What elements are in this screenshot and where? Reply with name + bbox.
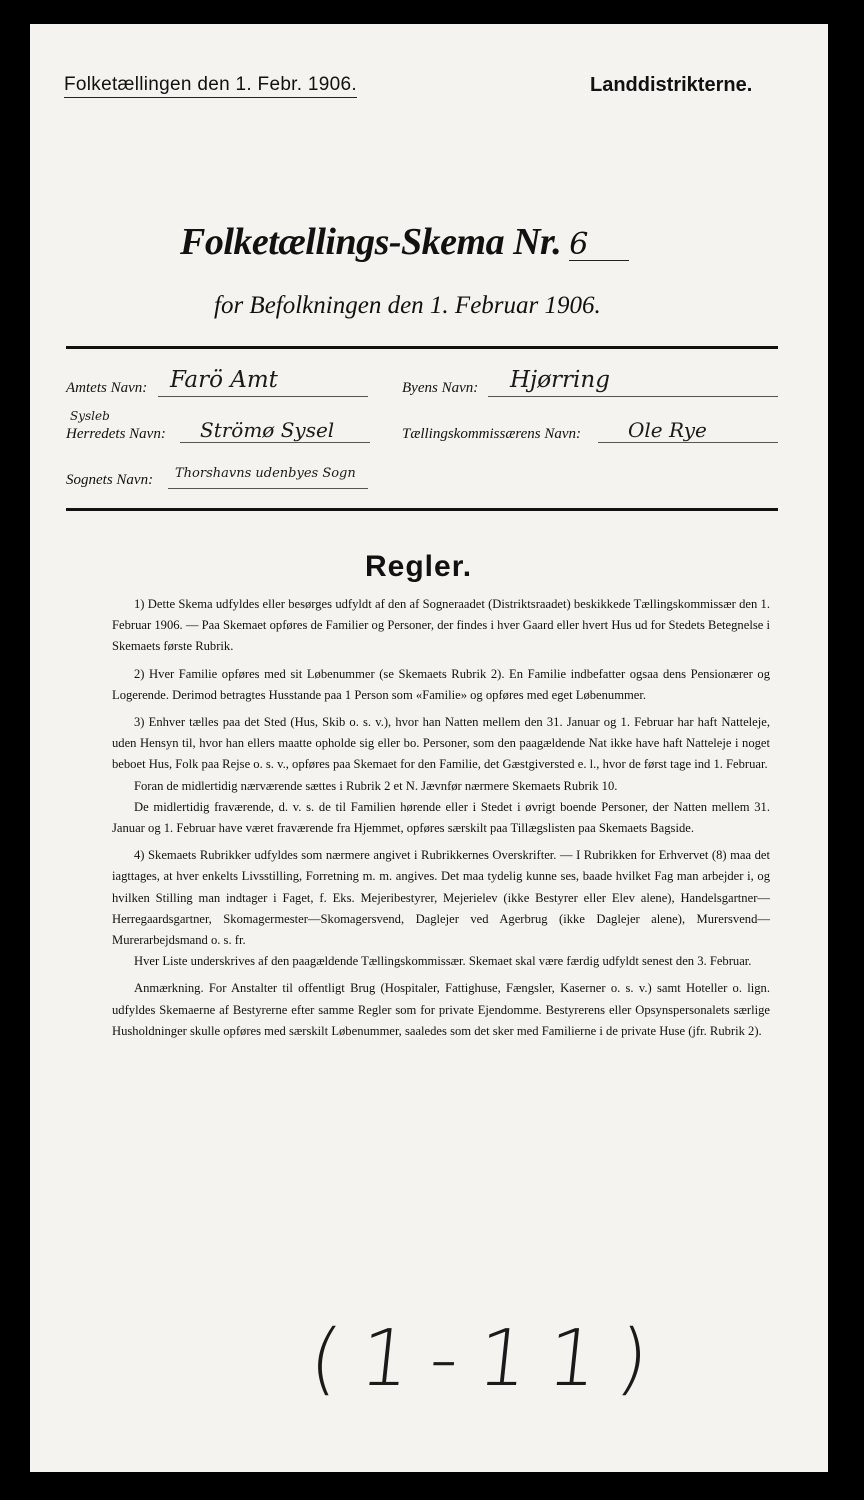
census-date-header: Folketællingen den 1. Febr. 1906. [64, 74, 357, 98]
annotation-paragraph: Anmærkning. For Anstalter til offentligt Brug (Hospitaler, Fattighuse, Fængsler, Kaserner o. s. v.) samt Hoteller o. lign. udfyldes Skemaerne af Bestyrerne efter samme Regler som for private Ejendomme. Bestyrerens eller Opsynspersonalets særlige Husholdninger skulle opføres med særskilt Løbenummer, saaledes som det sker med Familierne i de private Huse (jfr. Rubrik 2). [112, 981, 770, 1038]
form-title-text: Folketællings-Skema Nr. [180, 221, 562, 263]
rule-paragraph-3b: Foran de midlertidig nærværende sættes i Rubrik 2 et N. Jævnfør nærmere Skemaets Rubrik 10. [134, 778, 618, 793]
amt-label: Amtets Navn: [66, 380, 148, 396]
rule-paragraph-3c: De midlertidig fraværende, d. v. s. de til Familien hørende eller i Stedet i øvrigt boende Personer, der Natten mellem 31. Januar og 1. Februar have været fraværende fra Hjemmet, opføres særskilt paa Tillægslisten paa Skemaets Bagside. [112, 799, 770, 836]
bottom-rule [66, 508, 778, 511]
form-number: 6 [569, 230, 629, 261]
rule-paragraph-4b: Hver Liste underskrives af den paagældende Tællingskommissær. Skemaet skal være færdig udfyldt senest den 3. Februar. [134, 954, 752, 969]
kommissaer-value: Ole Rye [628, 418, 707, 442]
district-type-header: Landdistrikterne. [590, 74, 753, 96]
form-title [180, 220, 629, 264]
amt-line [158, 396, 368, 397]
byens-value: Hjørring [510, 367, 610, 393]
handwritten-page-number: (1-11) [305, 1314, 673, 1404]
regler-title: Regler. [365, 550, 473, 583]
rule-paragraph-3: 3) Enhver tælles paa det Sted (Hus, Skib o. s. v.), hvor han Natten mellem den 31. Januar og 1. Februar har haft Natteleje, uden Hensyn til, hvor han ellers maatte opholde sig eller bo. Personer, som den paagældende Nat ikke have haft Natteleje i noget beboet Hus, Folk paa Rejse o. s. v., opføres paa Skemaet for den Familie, det Gæstgiversted e. l., hvor de først tage ind 1. Februar. [112, 715, 770, 772]
kommissaer-line [598, 442, 778, 443]
byens-line [488, 396, 778, 397]
form-subtitle: for Befolkningen den 1. Februar 1906. [214, 292, 601, 319]
top-rule [66, 346, 778, 349]
rule-paragraph-1: 1) Dette Skema udfyldes eller besørges udfyldt af den af Sogneraadet (Distriktsraadet) beskikkede Tællingskommissær den 1. Februar 1906. — Paa Skemaet opføres de Familier og Personer, der findes i hver Gaard eller hvert Hus ud for Stedets Betegnelse i Skemaets første Rubrik. [112, 597, 770, 654]
sogn-label: Sognets Navn: [66, 472, 154, 488]
herred-correction: Sysleb [70, 409, 110, 423]
kommissaer-label: Tællingskommissærens Navn: [402, 426, 582, 442]
rule-paragraph-2: 2) Hver Familie opføres med sit Løbenummer (se Skemaets Rubrik 2). En Familie indbefatter ogsaa dens Pensionærer og Logerende. Derimod betragtes Husstande paa 1 Person som «Familie» og opføres med eget Løbenummer. [112, 666, 770, 702]
amt-value: Farö Amt [170, 367, 278, 393]
rule-paragraph-4: 4) Skemaets Rubrikker udfyldes som nærmere angivet i Rubrikkernes Overskrifter. — I Rubrikken for Erhvervet (8) maa det iagttages, at hver enkelts Livsstilling, Forretning m. m. angives. Det maa tydelig kunne ses, baade hvilket Fag man arbejder i, og hvilken Stilling man indtager i Faget, f. Eks. Mejeribestyrer, Mejerielev (ikke Bestyrer eller Elev alene), Handelsgartner—Herregaardsgartner, Skomagermester—Skomagersvend, Daglejer ved Agerbrug (ikke Daglejer alene), Murersvend—Murerarbejdsmand o. s. fr. [112, 848, 770, 948]
byens-label: Byens Navn: [402, 380, 479, 396]
census-form-page [30, 24, 828, 1472]
herred-label: Herredets Navn: [66, 426, 166, 442]
herred-line [180, 442, 370, 443]
rules-body [112, 594, 770, 1048]
herred-value: Strömø Sysel [200, 418, 335, 442]
sogn-value: Thorshavns udenbyes Sogn [175, 466, 356, 481]
sogn-line [168, 488, 368, 489]
